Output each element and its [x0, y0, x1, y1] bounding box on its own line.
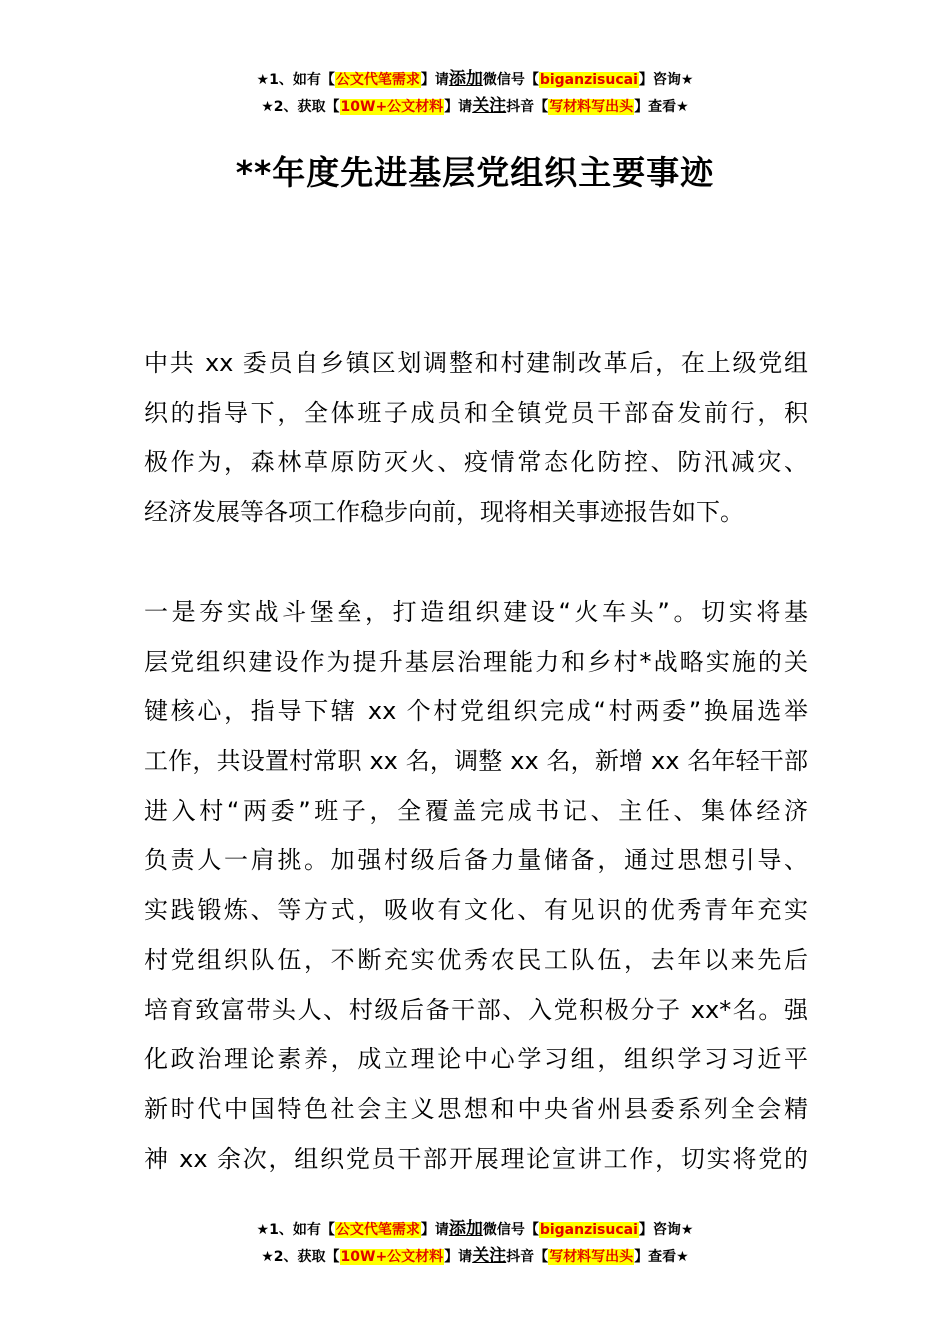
- banner-highlight: 公文代笔需求: [335, 72, 420, 88]
- banner-highlight: biganzisucai: [539, 1222, 638, 1238]
- banner-text: 微信号【: [482, 1222, 539, 1238]
- banner-line-2: [0, 1243, 950, 1270]
- paragraph-line: 新时代中国特色社会主义思想和中央省州县委系列全会精: [144, 1094, 808, 1123]
- paragraph-line: 村党组织队伍，不断充实优秀农民工队伍，去年以来先后: [144, 945, 808, 974]
- banner-highlight: 10W+公文材料: [340, 1249, 444, 1265]
- banner-text: ★1、如有【: [256, 72, 335, 88]
- paragraph-line: 负责人一肩挑。加强村级后备力量储备，通过思想引导、: [144, 846, 808, 875]
- banner-highlight: 公文代笔需求: [335, 1222, 420, 1238]
- paragraph-line: 进入村“两委”班子，全覆盖完成书记、主任、集体经济: [144, 796, 808, 825]
- banner-text: 抖音【: [506, 99, 549, 115]
- banner-underlined-text: 添加: [448, 1219, 483, 1239]
- document-title: **年度先进基层党组织主要事迹: [235, 153, 715, 192]
- header-banner: [0, 66, 950, 120]
- banner-highlight: 10W+公文材料: [340, 99, 444, 115]
- paragraph-line: 化政治理论素养，成立理论中心学习组，组织学习习近平: [144, 1045, 808, 1074]
- paragraph-line: 神 xx 余次，组织党员干部开展理论宣讲工作，切实将党的: [144, 1144, 808, 1173]
- banner-highlight: 写材料写出头: [549, 1249, 634, 1265]
- banner-text: 微信号【: [482, 72, 539, 88]
- paragraph-line: 工作，共设置村常职 xx 名，调整 xx 名，新增 xx 名年轻干部: [144, 747, 808, 776]
- paragraph-line: 层党组织建设作为提升基层治理能力和乡村*战略实施的关: [144, 647, 808, 676]
- paragraph-line: 经济发展等各项工作稳步向前，现将相关事迹报告如下。: [144, 498, 744, 527]
- banner-text: 】请: [420, 72, 449, 88]
- banner-text: 】咨询★: [638, 1222, 694, 1238]
- paragraph-line: 键核心，指导下辖 xx 个村党组织完成“村两委”换届选举: [144, 697, 808, 726]
- banner-text: 】查看★: [634, 1249, 689, 1265]
- paragraph-line: 培育致富带头人、村级后备干部、入党积极分子 xx*名。强: [144, 995, 808, 1024]
- paragraph-intro: [144, 339, 808, 538]
- footer-banner: [0, 1216, 950, 1270]
- banner-text: 】请: [420, 1222, 449, 1238]
- banner-line-1: [0, 1216, 950, 1243]
- banner-text: 抖音【: [506, 1249, 549, 1265]
- banner-line-2: [0, 93, 950, 120]
- paragraph-line: 实践锻炼、等方式，吸收有文化、有见识的优秀青年充实: [144, 896, 808, 925]
- banner-text: ★1、如有【: [256, 1222, 335, 1238]
- banner-text: ★2、获取【: [261, 1249, 340, 1265]
- banner-underlined-text: 添加: [448, 69, 483, 89]
- banner-highlight: 写材料写出头: [549, 99, 634, 115]
- banner-highlight: biganzisucai: [539, 72, 638, 88]
- banner-text: 】咨询★: [638, 72, 694, 88]
- banner-text: 】请: [444, 99, 473, 115]
- paragraph-section-one: [144, 588, 808, 1184]
- banner-underlined-text: 关注: [472, 96, 507, 116]
- banner-line-1: [0, 66, 950, 93]
- paragraph-line: 中共 xx 委员自乡镇区划调整和村建制改革后，在上级党组: [144, 349, 808, 377]
- banner-text: 】请: [444, 1249, 473, 1265]
- paragraph-line: 一是夯实战斗堡垒，打造组织建设“火车头”。切实将基: [144, 598, 808, 626]
- paragraph-line: 织的指导下，全体班子成员和全镇党员干部奋发前行，积: [144, 398, 808, 427]
- banner-text: 】查看★: [634, 99, 689, 115]
- paragraph-line: 极作为，森林草原防灭火、疫情常态化防控、防汛减灾、: [144, 448, 808, 477]
- banner-text: ★2、获取【: [261, 99, 340, 115]
- banner-underlined-text: 关注: [472, 1246, 507, 1266]
